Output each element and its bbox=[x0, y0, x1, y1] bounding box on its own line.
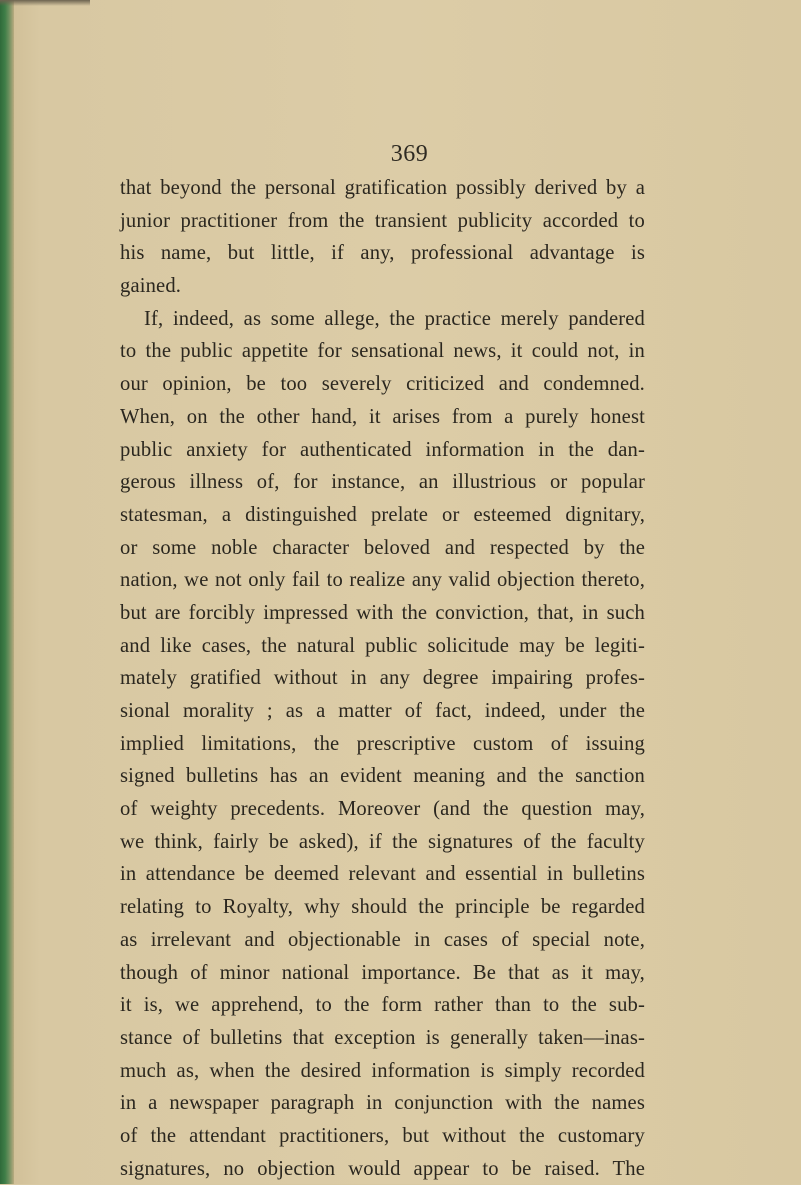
text-line: If, indeed, as some allege, the practice merely pandered bbox=[144, 307, 645, 330]
page-shadow bbox=[0, 0, 90, 6]
text-line: When, on the other hand, it arises from a purely honest bbox=[120, 405, 645, 428]
text-line: in a newspaper paragraph in conjunction with the names bbox=[120, 1092, 645, 1115]
text-line: in attendance be deemed relevant and essential in bulletins bbox=[120, 863, 645, 886]
text-line: gained. bbox=[120, 275, 182, 298]
text-line: signed bulletins has an evident meaning and the sanction bbox=[120, 765, 645, 788]
text-line: we think, fairly be asked), if the signatures of the faculty bbox=[120, 830, 645, 853]
text-line: it is, we apprehend, to the form rather than to the sub- bbox=[120, 994, 645, 1017]
text-line: as irrelevant and objectionable in cases of special note, bbox=[120, 928, 645, 951]
text-line: gerous illness of, for instance, an illustrious or popular bbox=[120, 471, 645, 494]
text-line: public anxiety for authenticated information in the dan- bbox=[120, 438, 645, 461]
text-line: and like cases, the natural public solicitude may be legiti- bbox=[120, 634, 645, 657]
text-line: sional morality ; as a matter of fact, indeed, under the bbox=[120, 700, 645, 722]
text-line: mately gratified without in any degree impairing profes- bbox=[120, 667, 645, 690]
text-line: to the public appetite for sensational news, it could not, in bbox=[120, 340, 645, 363]
text-line: statesman, a distinguished prelate or esteemed dignitary, bbox=[120, 503, 645, 526]
body-text bbox=[120, 172, 645, 1185]
text-line: junior practitioner from the transient publicity accorded to bbox=[120, 209, 645, 232]
text-line: his name, but little, if any, professional advantage is bbox=[120, 242, 645, 265]
text-line: nation, we not only fail to realize any valid objection thereto, bbox=[120, 569, 645, 592]
text-line: signatures, no objection would appear to be raised. The bbox=[120, 1157, 645, 1180]
text-line: but are forcibly impressed with the conviction, that, in such bbox=[120, 601, 645, 624]
text-line: that beyond the personal gratification possibly derived by a bbox=[120, 177, 645, 199]
book-binding-edge bbox=[0, 0, 14, 1184]
text-line: though of minor national importance. Be that as it may, bbox=[120, 961, 645, 984]
text-line: our opinion, be too severely criticized and condemned. bbox=[120, 373, 645, 396]
text-line: stance of bulletins that exception is generally taken—inas- bbox=[120, 1026, 645, 1049]
text-line: of the attendant practitioners, but without the customary bbox=[120, 1124, 645, 1147]
text-line: or some noble character beloved and respected by the bbox=[120, 536, 645, 559]
text-line: implied limitations, the prescriptive custom of issuing bbox=[120, 732, 645, 755]
page-number: 369 bbox=[390, 141, 429, 167]
text-line: relating to Royalty, why should the principle be regarded bbox=[120, 896, 645, 919]
text-line: of weighty precedents. Moreover (and the question may, bbox=[120, 798, 645, 821]
text-line: much as, when the desired information is simply recorded bbox=[120, 1059, 645, 1082]
